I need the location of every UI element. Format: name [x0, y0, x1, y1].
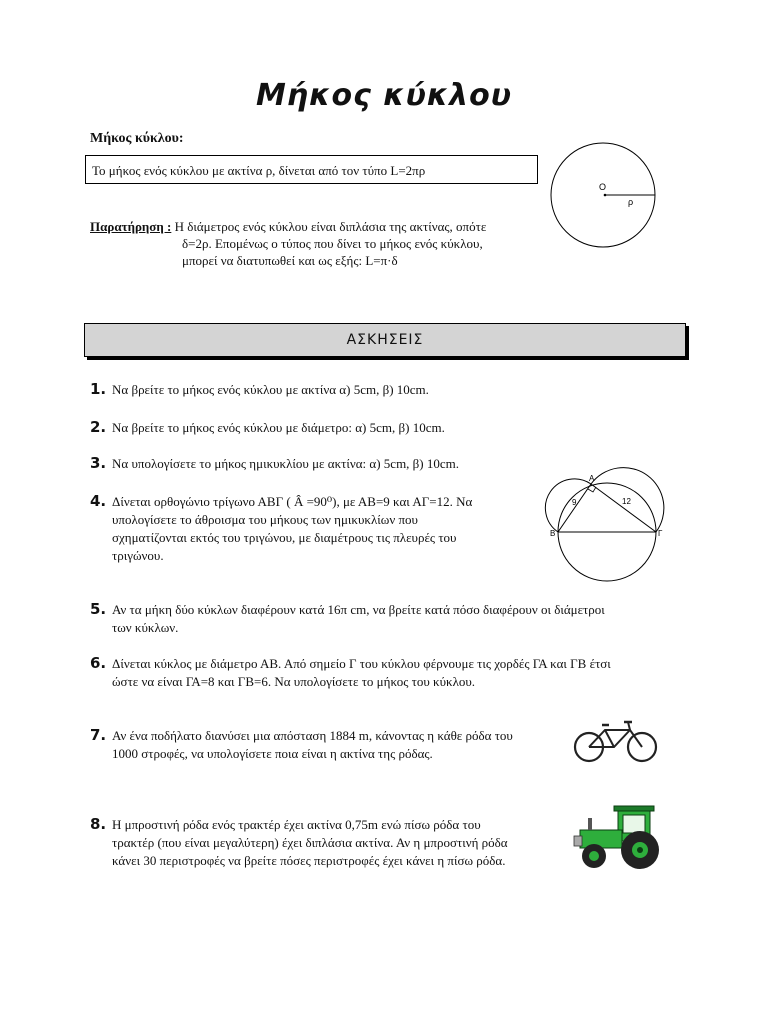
- exercise-number: 1.: [90, 380, 107, 398]
- bicycle-icon: [572, 718, 660, 766]
- side-ag-label: 12: [622, 497, 631, 506]
- vertex-a-label: Α: [589, 474, 595, 483]
- exercise-text-line: Δίνεται ορθογώνιο τρίγωνο ΑΒΓ ( Â =90⁰), με ΑΒ=9 και ΑΓ=12. Να: [112, 494, 473, 509]
- exercise-text-line: ώστε να είναι ΓΑ=8 και ΓΒ=6. Να υπολογίσετε το μήκος του κύκλου.: [112, 674, 476, 689]
- note-block: [90, 218, 530, 269]
- exercise-text-line: Αν τα μήκη δύο κύκλων διαφέρουν κατά 16π cm, να βρείτε κατά πόσο διαφέρουν οι διάμετροι: [112, 602, 605, 617]
- exercise-text-line: Να υπολογίσετε το μήκος ημικυκλίου με ακτίνα: α) 5cm, β) 10cm.: [112, 456, 460, 471]
- vertex-b-label: Β: [550, 529, 556, 538]
- note-line-2: δ=2ρ. Επομένως ο τύπος που δίνει το μήκος ενός κύκλου,: [182, 236, 483, 251]
- exercise-item: [90, 418, 445, 437]
- exercise-item: [90, 654, 611, 691]
- exercise-item: [90, 492, 472, 565]
- right-angle-mark: [588, 487, 596, 492]
- exercise-text-line: Να βρείτε το μήκος ενός κύκλου με ακτίνα α) 5cm, β) 10cm.: [112, 382, 429, 397]
- exercise-text-line: Αν ένα ποδήλατο διανύσει μια απόσταση 1884 m, κάνοντας η κάθε ρόδα του: [112, 728, 513, 743]
- center-label: Ο: [599, 182, 607, 192]
- radius-label: ρ: [628, 197, 634, 207]
- tractor-icon: [570, 800, 668, 872]
- triangle-figure: [545, 470, 670, 595]
- exercise-text-line: 1000 στροφές, να υπολογίσετε ποια είναι η ακτίνα της ρόδας.: [112, 746, 433, 761]
- note-line-3: μπορεί να διατυπωθεί και ως εξής: L=π·δ: [182, 253, 398, 268]
- exercises-banner: ΑΣΚΗΣΕΙΣ: [84, 323, 686, 357]
- exercise-number: 7.: [90, 726, 107, 744]
- exercise-item: [90, 815, 508, 870]
- exercise-number: 5.: [90, 600, 107, 618]
- exercise-text-line: σχηματίζονται εκτός του τριγώνου, με διαμέτρους τις πλευρές του: [112, 530, 457, 545]
- exercise-number: 2.: [90, 418, 107, 436]
- exercise-text-line: των κύκλων.: [112, 620, 179, 635]
- circle-figure: [548, 145, 663, 250]
- definition-box: Το μήκος ενός κύκλου με ακτίνα ρ, δίνεται από τον τύπο L=2πρ: [85, 155, 538, 184]
- exercise-item: [90, 454, 459, 473]
- exercise-number: 8.: [90, 815, 107, 833]
- exercise-text-line: υπολογίσετε το άθροισμα του μήκους των ημικυκλίων που: [112, 512, 418, 527]
- note-line-1: Η διάμετρος ενός κύκλου είναι διπλάσια της ακτίνας, οπότε: [171, 219, 487, 234]
- exercise-text-line: Δίνεται κύκλος με διάμετρο ΑΒ. Από σημείο Γ του κύκλου φέρνουμε τις χορδές ΓΑ και ΓΒ έτσι: [112, 656, 611, 671]
- exercise-text-line: Η μπροστινή ρόδα ενός τρακτέρ έχει ακτίνα 0,75m ενώ πίσω ρόδα του: [112, 817, 481, 832]
- side-ab-label: 9: [572, 498, 577, 507]
- exercise-number: 6.: [90, 654, 107, 672]
- exercise-item: [90, 726, 513, 763]
- page-title: Μήκος κύκλου: [255, 78, 513, 113]
- vertex-g-label: Γ: [658, 529, 663, 538]
- side-ab: [558, 484, 591, 532]
- exercise-item: [90, 600, 605, 637]
- side-ag: [591, 484, 656, 532]
- exercise-item: [90, 380, 429, 399]
- definition-label: Μήκος κύκλου:: [90, 131, 184, 146]
- exercise-text-line: τριγώνου.: [112, 548, 164, 563]
- exercise-text-line: Να βρείτε το μήκος ενός κύκλου με διάμετρο: α) 5cm, β) 10cm.: [112, 420, 445, 435]
- exercise-text-line: κάνει 30 περιστροφές να βρείτε πόσες περιστροφές έχει κάνει η πίσω ρόδα.: [112, 853, 506, 868]
- exercise-number: 4.: [90, 492, 107, 510]
- exercise-text-line: τρακτέρ (που είναι μεγαλύτερη) έχει διπλάσια ακτίνα. Αν η μπροστινή ρόδα: [112, 835, 508, 850]
- center-dot: [604, 194, 607, 197]
- semicircle-ab: [545, 479, 591, 532]
- exercise-number: 3.: [90, 454, 107, 472]
- note-label: Παρατήρηση :: [90, 219, 172, 234]
